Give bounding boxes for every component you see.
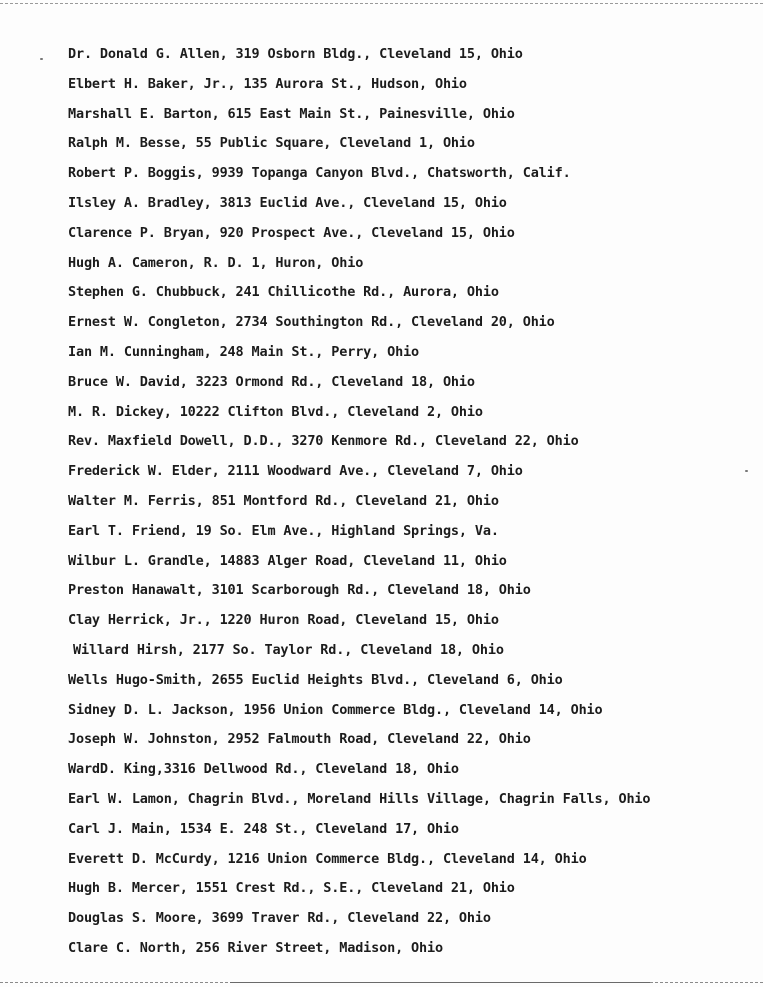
list-entry: Ralph M. Besse, 55 Public Square, Cleveland 1, Ohio (68, 135, 475, 152)
list-entry: Dr. Donald G. Allen, 319 Osborn Bldg., Cleveland 15, Ohio (68, 46, 523, 62)
list-entry: Elbert H. Baker, Jr., 135 Aurora St., Hudson, Ohio (68, 75, 467, 92)
top-edge-rule (0, 3, 763, 4)
list-entry: Earl T. Friend, 19 So. Elm Ave., Highland Springs, Va. (68, 522, 499, 539)
list-entry: Stephen G. Chubbuck, 241 Chillicothe Rd., Aurora, Ohio (68, 284, 499, 301)
list-entry: Clarence P. Bryan, 920 Prospect Ave., Cleveland 15, Ohio (68, 224, 515, 241)
list-entry: Rev. Maxfield Dowell, D.D., 3270 Kenmore Rd., Cleveland 22, Ohio (68, 433, 579, 450)
list-entry: Douglas S. Moore, 3699 Traver Rd., Cleveland 22, Ohio (68, 910, 491, 927)
list-entry: Clay Herrick, Jr., 1220 Huron Road, Cleveland 15, Ohio (68, 612, 499, 629)
list-entry: Joseph W. Johnston, 2952 Falmouth Road, Cleveland 22, Ohio (68, 731, 531, 748)
list-entry: Bruce W. David, 3223 Ormond Rd., Cleveland 18, Ohio (68, 373, 475, 390)
list-entry: Sidney D. L. Jackson, 1956 Union Commerce Bldg., Cleveland 14, Ohio (68, 701, 603, 718)
scan-speck (745, 470, 748, 472)
list-entry: Wells Hugo-Smith, 2655 Euclid Heights Blvd., Cleveland 6, Ohio (68, 671, 563, 688)
list-entry: Hugh B. Mercer, 1551 Crest Rd., S.E., Cleveland 21, Ohio (68, 880, 515, 897)
list-entry: Robert P. Boggis, 9939 Topanga Canyon Blvd., Chatsworth, Calif. (68, 165, 571, 182)
list-entry: Ernest W. Congleton, 2734 Southington Rd., Cleveland 20, Ohio (68, 314, 555, 331)
list-entry: Earl W. Lamon, Chagrin Blvd., Moreland Hills Village, Chagrin Falls, Ohio (68, 790, 651, 807)
scan-speck (40, 58, 43, 60)
bottom-edge-line (230, 982, 650, 983)
list-entry: WardD. King,3316 Dellwood Rd., Cleveland 18, Ohio (68, 761, 459, 778)
list-entry: Ilsley A. Bradley, 3813 Euclid Ave., Cleveland 15, Ohio (68, 194, 507, 211)
list-entry: Wilbur L. Grandle, 14883 Alger Road, Cleveland 11, Ohio (68, 552, 507, 569)
list-entry: Carl J. Main, 1534 E. 248 St., Cleveland 17, Ohio (68, 820, 459, 837)
list-entry: Marshall E. Barton, 615 East Main St., Painesville, Ohio (68, 105, 515, 122)
list-entry: Frederick W. Elder, 2111 Woodward Ave., Cleveland 7, Ohio (68, 463, 523, 480)
list-entry: Walter M. Ferris, 851 Montford Rd., Cleveland 21, Ohio (68, 492, 499, 509)
list-entry: Hugh A. Cameron, R. D. 1, Huron, Ohio (68, 254, 364, 271)
list-entry: M. R. Dickey, 10222 Clifton Blvd., Cleveland 2, Ohio (68, 403, 483, 420)
list-entry: Ian M. Cunningham, 248 Main St., Perry, Ohio (68, 343, 420, 360)
list-entry: Preston Hanawalt, 3101 Scarborough Rd., Cleveland 18, Ohio (68, 582, 531, 599)
list-entry: Willard Hirsh, 2177 So. Taylor Rd., Cleveland 18, Ohio (73, 641, 504, 658)
list-entry: Clare C. North, 256 River Street, Madison, Ohio (68, 939, 443, 956)
list-entry: Everett D. McCurdy, 1216 Union Commerce Bldg., Cleveland 14, Ohio (68, 850, 587, 867)
address-list (68, 44, 650, 968)
